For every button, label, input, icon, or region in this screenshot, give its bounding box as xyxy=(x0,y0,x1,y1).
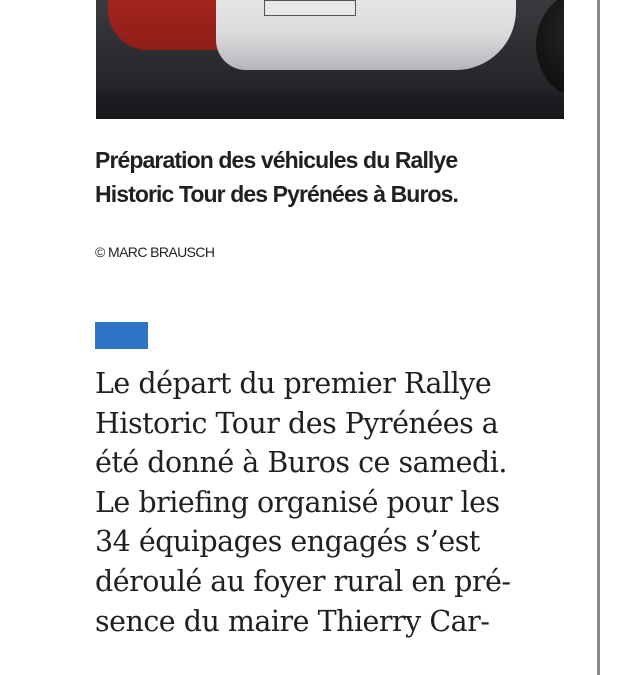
license-plate xyxy=(264,0,356,16)
article-line: Le départ du premier Rallye xyxy=(95,367,492,400)
article-body xyxy=(95,364,575,641)
article-line: déroulé au foyer rural en pré- xyxy=(95,564,511,598)
column-divider xyxy=(597,0,600,675)
photo-credit: © MARC BRAUSCH xyxy=(95,244,215,260)
car-white-body xyxy=(216,0,516,70)
caption-line-1: Préparation des véhicules du Rallye xyxy=(95,147,458,173)
photo-caption xyxy=(95,143,595,211)
article-line: 34 équipages engagés s’est xyxy=(95,525,480,559)
article-line: Historic Tour des Pyrénées a xyxy=(95,406,499,440)
ground xyxy=(96,92,564,119)
article-line: été donné à Buros ce samedi. xyxy=(95,446,507,480)
article-line: sence du maire Thierry Car- xyxy=(95,604,490,638)
car-wheel xyxy=(536,0,564,100)
article-line: Le briefing organisé pour les xyxy=(95,485,500,519)
section-accent-bar xyxy=(95,322,148,349)
caption-line-2: Historic Tour des Pyrénées à Buros. xyxy=(95,181,459,207)
article-photo xyxy=(96,0,564,119)
